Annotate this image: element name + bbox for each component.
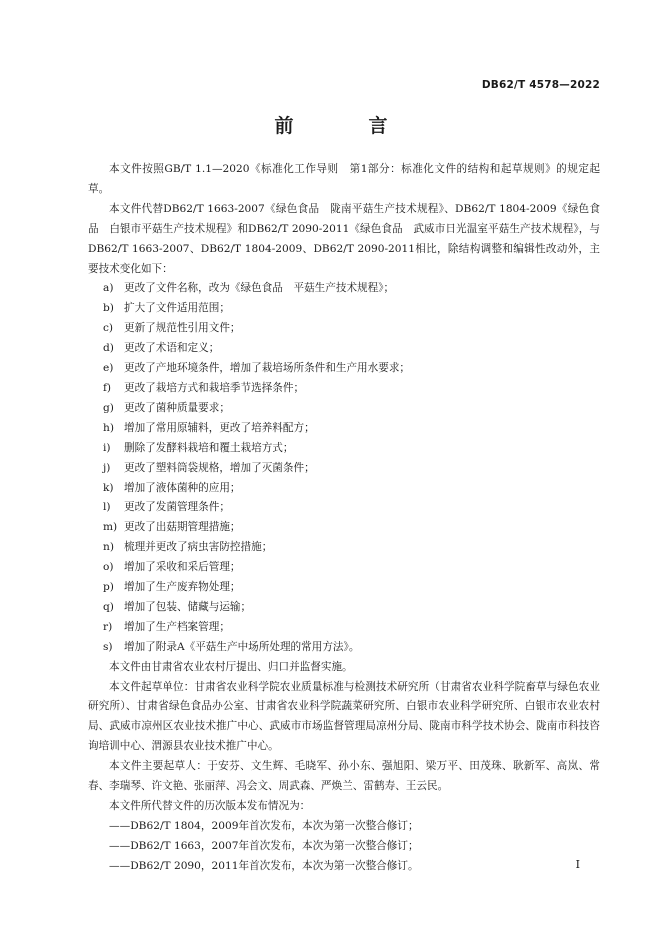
list-item-text: 梳理并更改了病虫害防控措施； [124, 541, 273, 554]
proposer-paragraph: 本文件由甘肃省农业农村厅提出、归口并监督实施。 [109, 660, 353, 673]
list-item-text: 增加了生产档案管理； [124, 620, 230, 633]
list-marker: c) [103, 322, 114, 335]
list-item [88, 538, 600, 558]
list-item-text: 更改了出菇期管理措施； [124, 521, 241, 534]
list-item-text: 删除了发酵料栽培和覆土栽培方式； [124, 441, 294, 454]
list-marker: o) [103, 561, 114, 574]
list-marker: r) [103, 620, 113, 633]
list-item [88, 459, 600, 479]
list-item [88, 518, 600, 538]
list-item [88, 439, 600, 459]
document-code: DB62/T 4578—2022 [481, 79, 600, 91]
drafting-rules-paragraph: 本文件按照GB/T 1.1—2020《标准化工作导则 第1部分：标准化文件的结构和起草规则》的规定起草。 [88, 163, 600, 195]
list-item-text: 增加了附录A《平菇生产中场所处理的常用方法》。 [124, 640, 360, 653]
list-item-text: 增加了采收和采后管理； [124, 561, 241, 574]
changes-list [88, 279, 600, 657]
list-item-text: 更改了塑料筒袋规格，增加了灭菌条件； [124, 461, 315, 474]
list-item-text: 更改了术语和定义； [124, 342, 220, 355]
list-marker: d) [103, 342, 114, 355]
list-marker: f) [103, 381, 112, 394]
page-title: 前 言 [274, 115, 416, 137]
list-item [88, 299, 600, 319]
list-item [88, 399, 600, 419]
list-item-text: 更改了菌种质量要求； [124, 401, 230, 414]
list-item [88, 419, 600, 439]
history-intro-paragraph: 本文件所代替文件的历次版本发布情况为： [109, 800, 311, 812]
document-body [88, 160, 600, 877]
list-marker: g) [103, 401, 114, 414]
list-marker: k) [103, 481, 114, 494]
history-list [88, 817, 600, 877]
list-item-text: 更改了产地环境条件，增加了栽培场所条件和生产用水要求； [124, 362, 411, 375]
list-marker: e) [103, 362, 114, 375]
list-item-text: 更新了规范性引用文件； [124, 322, 241, 335]
list-marker: l) [103, 501, 111, 514]
list-item [88, 319, 600, 339]
list-item [88, 339, 600, 359]
list-item [88, 638, 600, 658]
list-item [88, 359, 600, 379]
list-item-text: 增加了生产废弃物处理； [124, 581, 241, 594]
list-item-text: 增加了常用原辅料，更改了培养料配方； [124, 421, 315, 434]
list-marker: m) [103, 521, 118, 534]
list-item [88, 279, 600, 299]
list-item-text: 更改了栽培方式和栽培季节选择条件； [124, 381, 305, 394]
page-number: I [575, 858, 580, 871]
list-item-text: 扩大了文件适用范围； [124, 302, 230, 315]
list-marker: a) [103, 282, 114, 295]
list-item-text: 增加了包装、储藏与运输； [124, 600, 252, 613]
list-item [88, 379, 600, 399]
list-item [88, 578, 600, 598]
drafting-units-paragraph: 本文件起草单位：甘肃省农业科学院农业质量标准与检测技术研究所（甘肃省农业科学院畜草与绿色农业研究所）、甘肃省绿色食品办公室、甘肃省农业科学院蔬菜研究所、白银市农业科学研究所、白银市农业农村局、武威市凉州区农业技术推广中心、武威市市场监督管理局凉州分局、陇南市科学技术协会、陇南市科技咨询培训中心、渭源县农业技术推广中心。 [88, 680, 600, 753]
list-item [88, 598, 600, 618]
list-item-text: 更改了发菌管理条件； [124, 501, 230, 514]
list-item-text: 增加了液体菌种的应用； [124, 481, 241, 494]
list-item-text: 更改了文件名称，改为《绿色食品 平菇生产技术规程》； [124, 282, 395, 295]
list-marker: i) [103, 441, 111, 454]
list-marker: n) [103, 541, 114, 554]
list-item [88, 618, 600, 638]
list-item: ——DB62/T 1663，2007年首次发布，本次为第一次整合修订； [109, 839, 419, 852]
list-item: ——DB62/T 1804，2009年首次发布，本次为第一次整合修订； [109, 819, 419, 832]
list-marker: q) [103, 600, 114, 613]
list-marker: h) [103, 421, 114, 434]
list-item [88, 498, 600, 518]
list-item [88, 479, 600, 499]
list-item [88, 558, 600, 578]
list-marker: b) [103, 302, 114, 315]
list-marker: s) [103, 640, 113, 653]
list-marker: p) [103, 581, 114, 594]
replacement-paragraph: 本文件代替DB62/T 1663-2007《绿色食品 陇南平菇生产技术规程》、DB62/T 1804-2009《绿色食品 白银市平菇生产技术规程》和DB62/T 2090-2011《绿色食品 武威市日光温室平菇生产技术规程》，与DB62/T 1663-2007、DB62/T 1804-2009、DB62/T 2090-2011相比，除结构调整和编辑性改动外，主要技术变化如下： [88, 202, 600, 275]
list-item: ——DB62/T 2090，2011年首次发布，本次为第一次整合修订。 [109, 859, 419, 872]
list-marker: j) [103, 461, 111, 474]
drafters-paragraph: 本文件主要起草人：于安芬、文生辉、毛晓军、孙小东、强旭阳、梁万平、田茂珠、耿新军、高岚、常春、李瑞琴、许文艳、张丽萍、冯会文、周武森、严焕兰、雷鹤寿、王云民。 [88, 760, 600, 793]
